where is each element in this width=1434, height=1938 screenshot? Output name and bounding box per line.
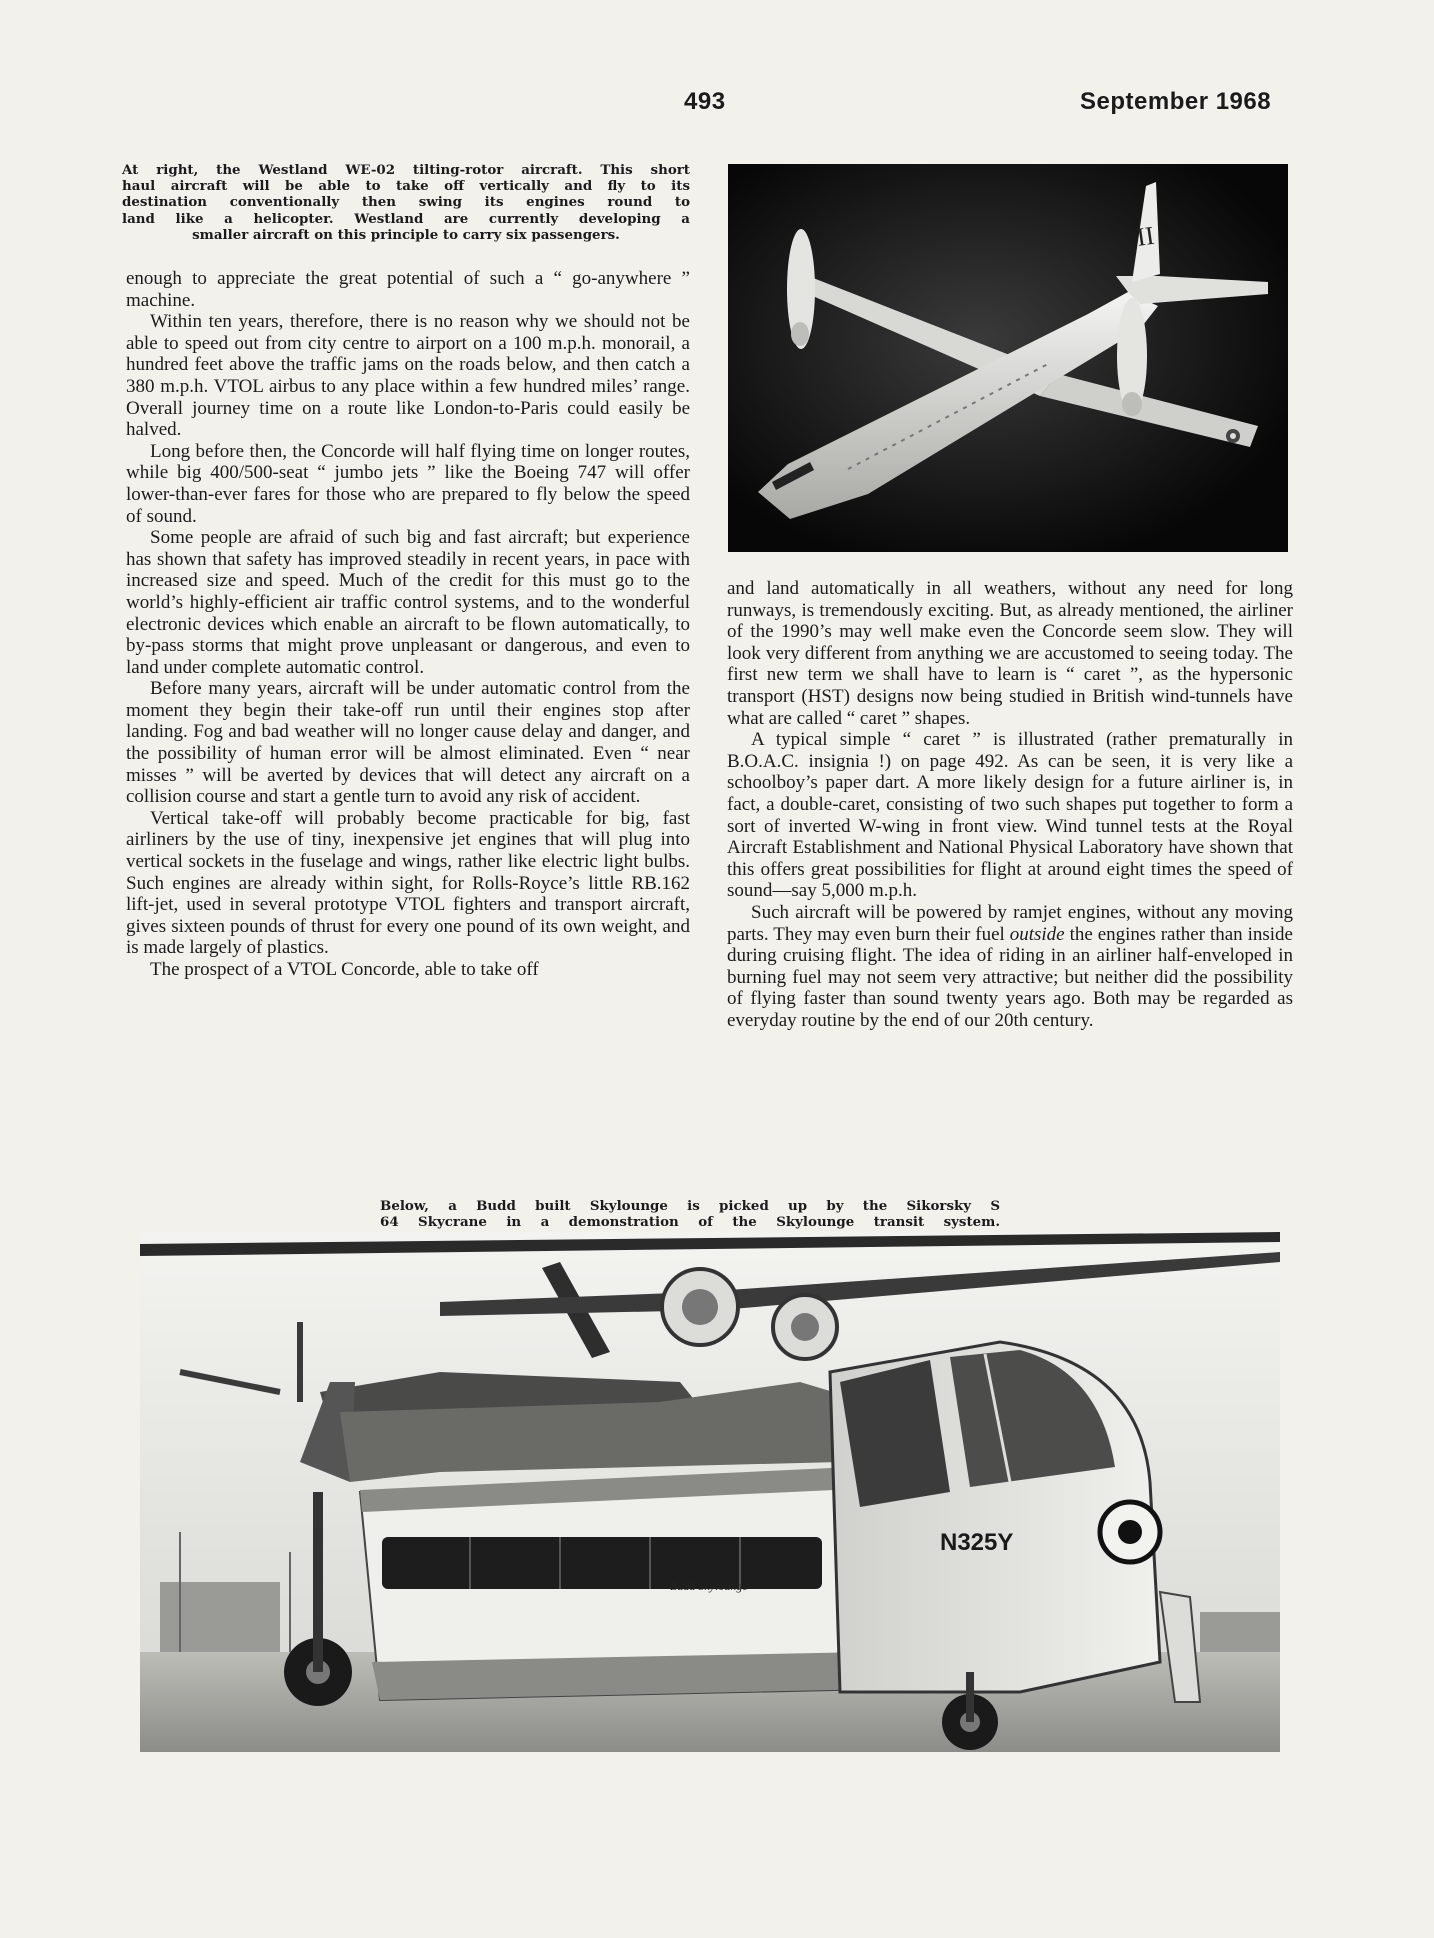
left-text-column xyxy=(126,268,690,981)
page-number: 493 xyxy=(684,88,726,115)
plane-tail-markings: II xyxy=(1134,220,1156,252)
paragraph: A typical simple “ caret ” is illustrated (rather prematurally in B.O.A.C. insignia !) on page 492. As can be seen, it is very like a schoolboy’s paper dart. A more likely design for a future airliner is, in fact, a double-caret, consisting of two such shapes put together to form a sort of inverted W-wing in front view. Wind tunnel tests at the Royal Aircraft Establishment and National Physical Laboratory have shown that this offers great possibilities for flight at around eight times the speed of sound—say 5,000 m.p.h. xyxy=(727,729,1293,902)
top-photo-caption xyxy=(122,162,690,243)
right-text-column xyxy=(727,578,1293,1031)
paragraph xyxy=(727,902,1293,1032)
paragraph: Before many years, aircraft will be under automatic control from the moment they begin their take-off run until their engines stop after landing. Fog and bad weather will no longer cause delay and danger, and the possibility of human error will be almost eliminated. Even “ near misses ” will be averted by devices that will detect any aircraft on a collision course and start a gentle turn to avoid any risk of accident. xyxy=(126,678,690,808)
tilt-rotor-aircraft-photo xyxy=(728,164,1288,552)
paragraph: Some people are afraid of such big and fast aircraft; but experience has shown that safety has improved steadily in recent years, in pace with increased size and speed. Much of the credit for this must go to the world’s highly-efficient air traffic control systems, and to the wonderful electronic devices which enable an aircraft to be flown automatically, to by-pass storms that might prove unpleasant or dangerous, and even to land under complete automatic control. xyxy=(126,527,690,678)
caption-line: land like a helicopter. Westland are currently developing a xyxy=(122,210,690,227)
text-run: the engines rather than inside during cruising flight. The idea of riding in an airliner half-enveloped in burning fuel may not seem very attractive; but neither did the possibility of flying faster than sound twenty years ago. Both may be regarded as everyday routine by the end of our 20th century. xyxy=(727,923,1293,1031)
paragraph: The prospect of a VTOL Concorde, able to take off xyxy=(150,959,539,980)
emphasis-text: outside xyxy=(1009,923,1065,945)
caption-line: smaller aircraft on this principle to carry six passengers. xyxy=(192,226,620,243)
skycrane-helicopter-photo xyxy=(140,1232,1280,1752)
caption-line: 64 Skycrane in a demonstration of the Skylounge transit system. xyxy=(380,1214,1000,1230)
paragraph: Vertical take-off will probably become practicable for big, fast airliners by the use of tiny, inexpensive jet engines that will plug into vertical sockets in the fuselage and wings, rather like electric light bulbs. Such engines are already within sight, for Rolls-Royce’s little RB.162 lift-jet, used in several prototype VTOL fighters and transport aircraft, gives sixteen pounds of thrust for every one pound of its own weight, and is made largely of plastics. xyxy=(126,807,690,959)
text-run: Such aircraft will be powered by ramjet engines, without any moving parts. They may even burn their fuel xyxy=(727,901,1293,945)
paragraph: enough to appreciate the great potential of such a “ go-anywhere ” machine. xyxy=(126,268,690,311)
issue-date: September 1968 xyxy=(1080,88,1272,115)
caption-line: At right, the Westland WE-02 tilting-rotor aircraft. This short xyxy=(122,162,690,178)
paragraph: Long before then, the Concorde will half flying time on longer routes, while big 400/500-seat “ jumbo jets ” like the Boeing 747 will offer lower-than-ever fares for those who are prepared to fly below the speed of sound. xyxy=(126,440,690,527)
caption-line: destination conventionally then swing its engines round to xyxy=(122,194,690,211)
skylounge-pod-logo: Budd Skylounge xyxy=(670,1579,748,1593)
bottom-photo-caption xyxy=(380,1198,1000,1230)
helicopter-registration: N325Y xyxy=(940,1529,1014,1556)
caption-line: haul aircraft will be able to take off vertically and fly to its xyxy=(122,178,690,195)
paragraph: and land automatically in all weathers, without any need for long runways, is tremendously exciting. But, as already mentioned, the airliner of the 1990’s may well make even the Concorde seem slow. They will look very different from anything we are accustomed to seeing today. The first new term we shall have to learn is “ caret ”, as the hypersonic transport (HST) designs now being studied in British wind-tunnels have what are called “ caret ” shapes. xyxy=(727,578,1293,729)
paragraph: Within ten years, therefore, there is no reason why we should not be able to speed out from city centre to airport on a 100 m.p.h. monorail, a hundred feet above the traffic jams on the roads below, and then catch a 380 m.p.h. VTOL airbus to any place within a few hundred miles’ range. Overall journey time on a route like London-to-Paris could easily be halved. xyxy=(126,311,690,441)
caption-line: Below, a Budd built Skylounge is picked up by the Sikorsky S xyxy=(380,1198,1000,1214)
